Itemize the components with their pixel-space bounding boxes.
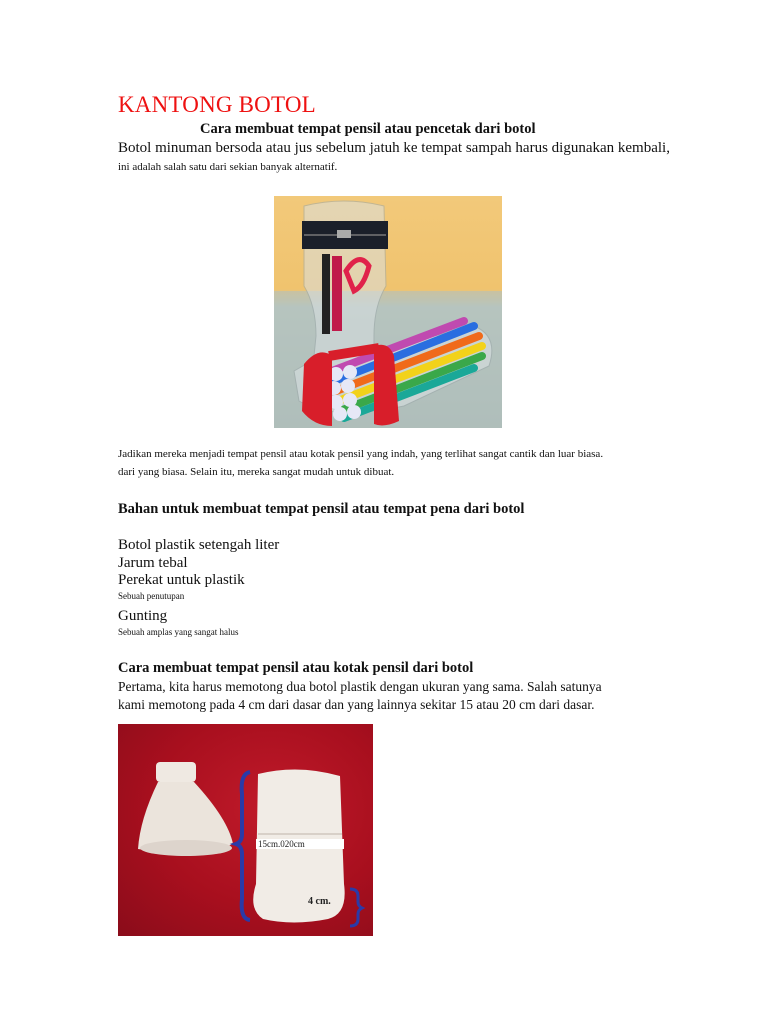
document-title: KANTONG BOTOL bbox=[118, 92, 316, 117]
materials-item: Jarum tebal bbox=[118, 555, 188, 571]
cut-bottles-photo bbox=[118, 724, 373, 936]
materials-item: Sebuah amplas yang sangat halus bbox=[118, 627, 239, 637]
cut-bottles-illustration bbox=[118, 724, 373, 936]
document-subtitle: Cara membuat tempat pensil atau pencetak dari botol bbox=[200, 121, 536, 137]
materials-item: Sebuah penutupan bbox=[118, 591, 185, 601]
pencil-case-photo bbox=[274, 196, 502, 428]
intro-line-1: Botol minuman bersoda atau jus sebelum jatuh ke tempat sampah harus digunakan kembali, bbox=[118, 140, 670, 156]
steps-line-2: kami memotong pada 4 cm dari dasar dan yang lainnya sekitar 15 atau 20 cm dari dasar. bbox=[118, 697, 595, 712]
materials-item: Gunting bbox=[118, 608, 168, 624]
materials-heading: Bahan untuk membuat tempat pensil atau tempat pena dari botol bbox=[118, 501, 525, 517]
bottle-pencil-case-illustration bbox=[274, 196, 502, 428]
intro-line-2: ini adalah salah satu dari sekian banyak alternatif. bbox=[118, 161, 338, 173]
materials-item: Perekat untuk plastik bbox=[118, 572, 245, 588]
steps-line-1: Pertama, kita harus memotong dua botol plastik dengan ukuran yang sama. Salah satunya bbox=[118, 679, 602, 694]
short-measure-label: 4 cm. bbox=[308, 896, 331, 907]
materials-item: Botol plastik setengah liter bbox=[118, 537, 280, 553]
para1-line-1: Jadikan mereka menjadi tempat pensil atau kotak pensil yang indah, yang terlihat sangat cantik dan luar biasa. bbox=[118, 448, 604, 460]
tall-measure-label: 15cm.020cm bbox=[256, 839, 344, 849]
para1-line-2: dari yang biasa. Selain itu, mereka sangat mudah untuk dibuat. bbox=[118, 466, 395, 478]
steps-heading: Cara membuat tempat pensil atau kotak pensil dari botol bbox=[118, 660, 474, 676]
